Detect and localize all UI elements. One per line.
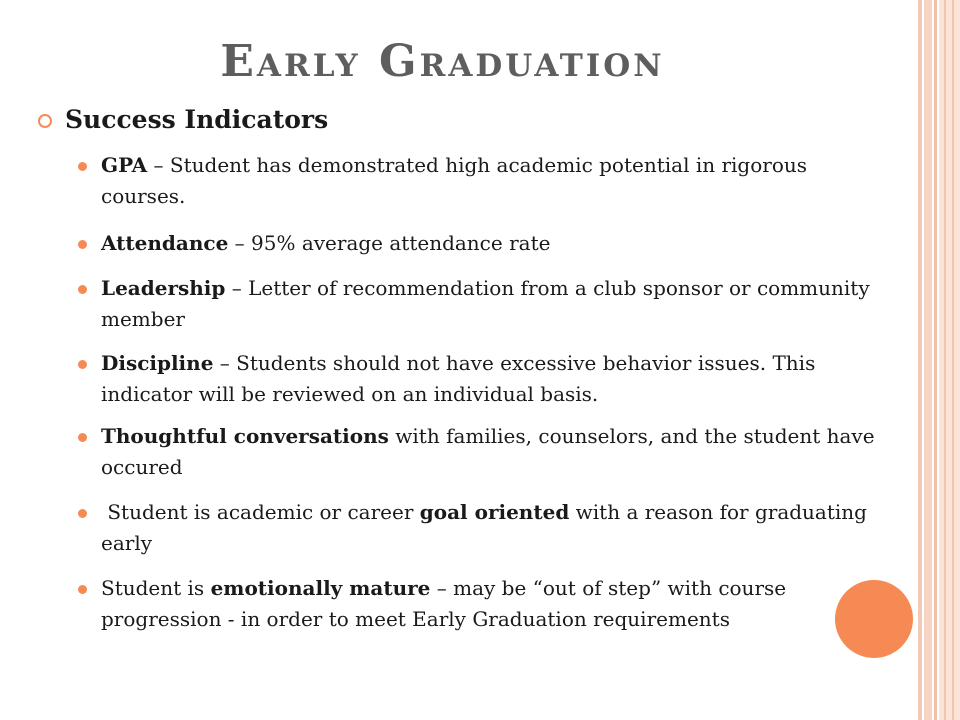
item-bold: Thoughtful conversations (101, 424, 389, 448)
bullet-dot-icon (78, 240, 87, 249)
item-text: – Student has demonstrated high academic potential in rigorous courses. (101, 153, 808, 208)
decor-stripe (924, 0, 932, 720)
list-item (78, 348, 893, 410)
item-text: with a reason for graduating early (101, 500, 867, 555)
decor-stripe (918, 0, 922, 720)
item-bold: GPA (101, 153, 148, 177)
ring-bullet-icon (38, 114, 52, 128)
list-item (78, 150, 893, 212)
list-item (78, 497, 893, 559)
bullet-dot-icon (78, 433, 87, 442)
bullet-list (78, 150, 893, 635)
bullet-dot-icon (78, 585, 87, 594)
bullet-dot-icon (78, 509, 87, 518)
decor-stripe (934, 0, 937, 720)
item-pre: Student is (101, 576, 211, 600)
bullet-dot-icon (78, 360, 87, 369)
item-text: – Letter of recommendation from a club sponsor or community member (101, 276, 870, 331)
decor-stripe (944, 0, 946, 720)
list-item (78, 573, 893, 635)
item-text: – Students should not have excessive behavior issues. This indicator will be reviewed on an individual basis. (101, 351, 816, 406)
decor-stripe (939, 0, 960, 720)
list-item (78, 228, 893, 259)
list-item (78, 273, 893, 335)
slide-title: Early Graduation (220, 36, 665, 87)
bullet-dot-icon (78, 285, 87, 294)
decor-stripe (952, 0, 954, 720)
bullet-dot-icon (78, 162, 87, 171)
item-bold: Discipline (101, 351, 214, 375)
section-heading (38, 105, 328, 134)
item-bold: goal oriented (419, 500, 570, 524)
item-bold: Attendance (101, 231, 229, 255)
item-text: – 95% average attendance rate (228, 231, 551, 255)
list-item (78, 421, 893, 483)
item-bold: Leadership (101, 276, 226, 300)
item-text: with families, counselors, and the student have occured (101, 424, 875, 479)
heading-text: Success Indicators (65, 105, 329, 134)
item-pre: Student is academic or career (101, 500, 420, 524)
item-bold: emotionally mature (210, 576, 431, 600)
item-text: – may be “out of step” with course progression - in order to meet Early Graduation requirements (101, 576, 787, 631)
